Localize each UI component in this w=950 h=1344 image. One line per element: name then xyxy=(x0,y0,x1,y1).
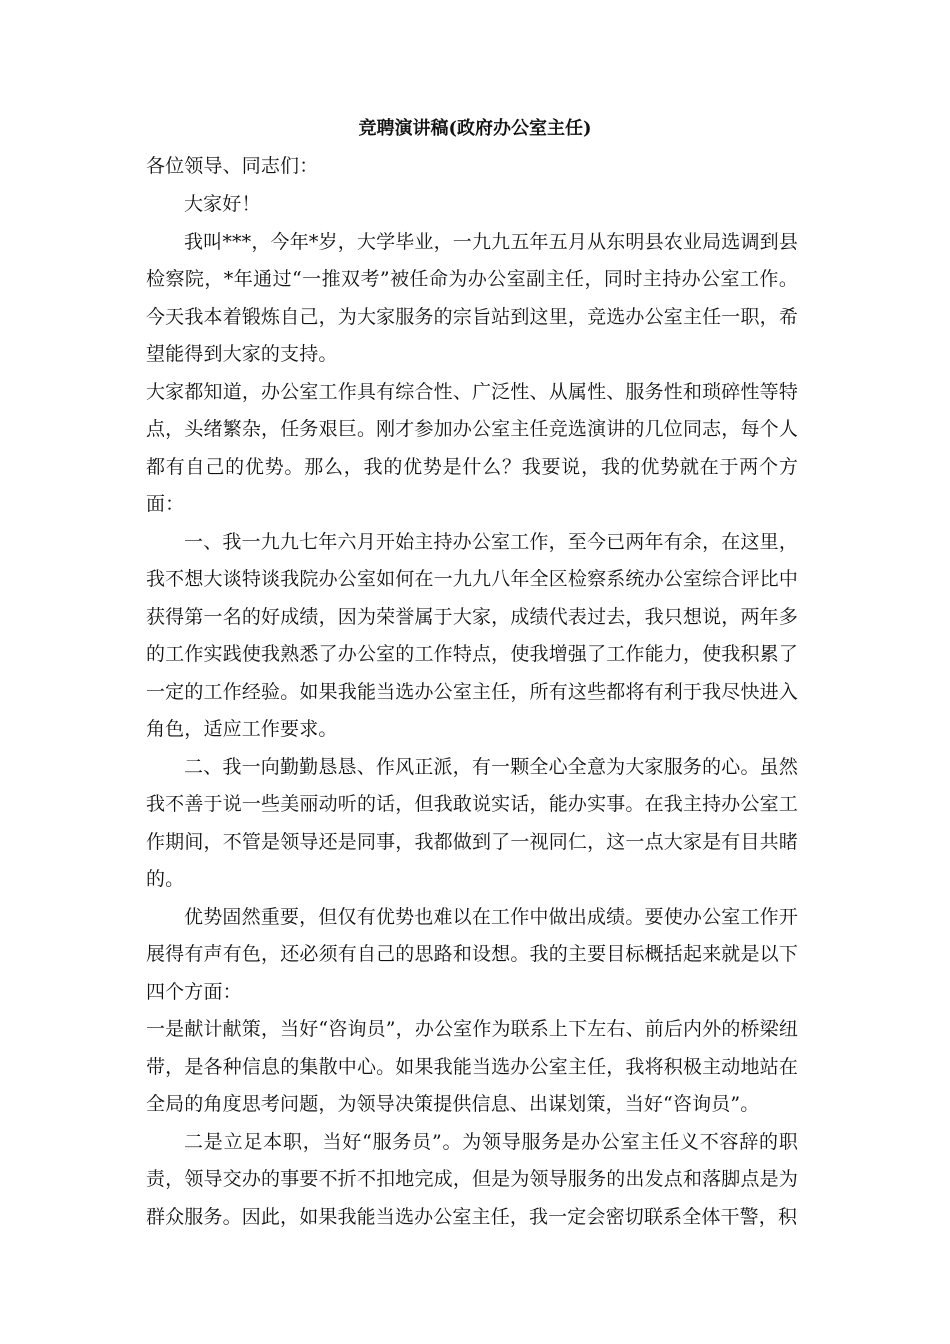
goals-intro-paragraph: 优势固然重要，但仅有优势也难以在工作中做出成绩。要使办公室工作开展得有声有色，还必须有自己的思路和设想。我的主要目标概括起来就是以下四个方面： xyxy=(146,905,798,1003)
document-title: 竞聘演讲稿(政府办公室主任) xyxy=(358,118,592,139)
advantage-two-paragraph: 二、我一向勤勤恳恳、作风正派，有一颗全心全意为大家服务的心。虽然我不善于说一些美丽动听的话，但我敢说实话，能办实事。在我主持办公室工作期间，不管是领导还是同事，我都做到了一视同仁，这一点大家是有目共睹的。 xyxy=(146,755,798,890)
advantage-one-paragraph: 一、我一九九七年六月开始主持办公室工作，至今已两年有余，在这里，我不想大谈特谈我院办公室如何在一九九八年全区检察系统办公室综合评比中获得第一名的好成绩，因为荣誉属于大家，成绩代表过去，我只想说，两年多的工作实践使我熟悉了办公室的工作特点，使我增强了工作能力，使我积累了一定的工作经验。如果我能当选办公室主任，所有这些都将有利于我尽快进入角色，适应工作要求。 xyxy=(146,530,798,740)
goal-two-paragraph: 二是立足本职，当好“服务员”。为领导服务是办公室主任义不容辞的职责，领导交办的事要不折不扣地完成，但是为领导服务的出发点和落脚点是为群众服务。因此，如果我能当选办公室主任，我一定会密切联系全体干警，积 xyxy=(146,1130,798,1228)
goal-one-paragraph: 一是献计献策，当好“咨询员”，办公室作为联系上下左右、前后内外的桥梁纽带，是各种信息的集散中心。如果我能当选办公室主任，我将积极主动地站在全局的角度思考问题，为领导决策提供信息、出谋划策，当好“咨询员”。 xyxy=(146,1018,798,1115)
self-introduction-paragraph: 我叫***，今年*岁，大学毕业，一九九五年五月从东明县农业局选调到县检察院，*年通过“一推双考”被任命为办公室副主任，同时主持办公室工作。今天我本着锻炼自己，为大家服务的宗旨站到这里，竞选办公室主任一职，希望能得到大家的支持。 xyxy=(146,230,798,365)
salutation: 各位领导、同志们： xyxy=(146,155,319,177)
office-work-paragraph: 大家都知道，办公室工作具有综合性、广泛性、从属性、服务性和琐碎性等特点，头绪繁杂，任务艰巨。刚才参加办公室主任竞选演讲的几位同志，每个人都有自己的优势。那么，我的优势是什么？我要说，我的优势就在于两个方面： xyxy=(146,380,798,515)
greeting: 大家好！ xyxy=(184,193,261,215)
document-body xyxy=(146,148,798,1236)
